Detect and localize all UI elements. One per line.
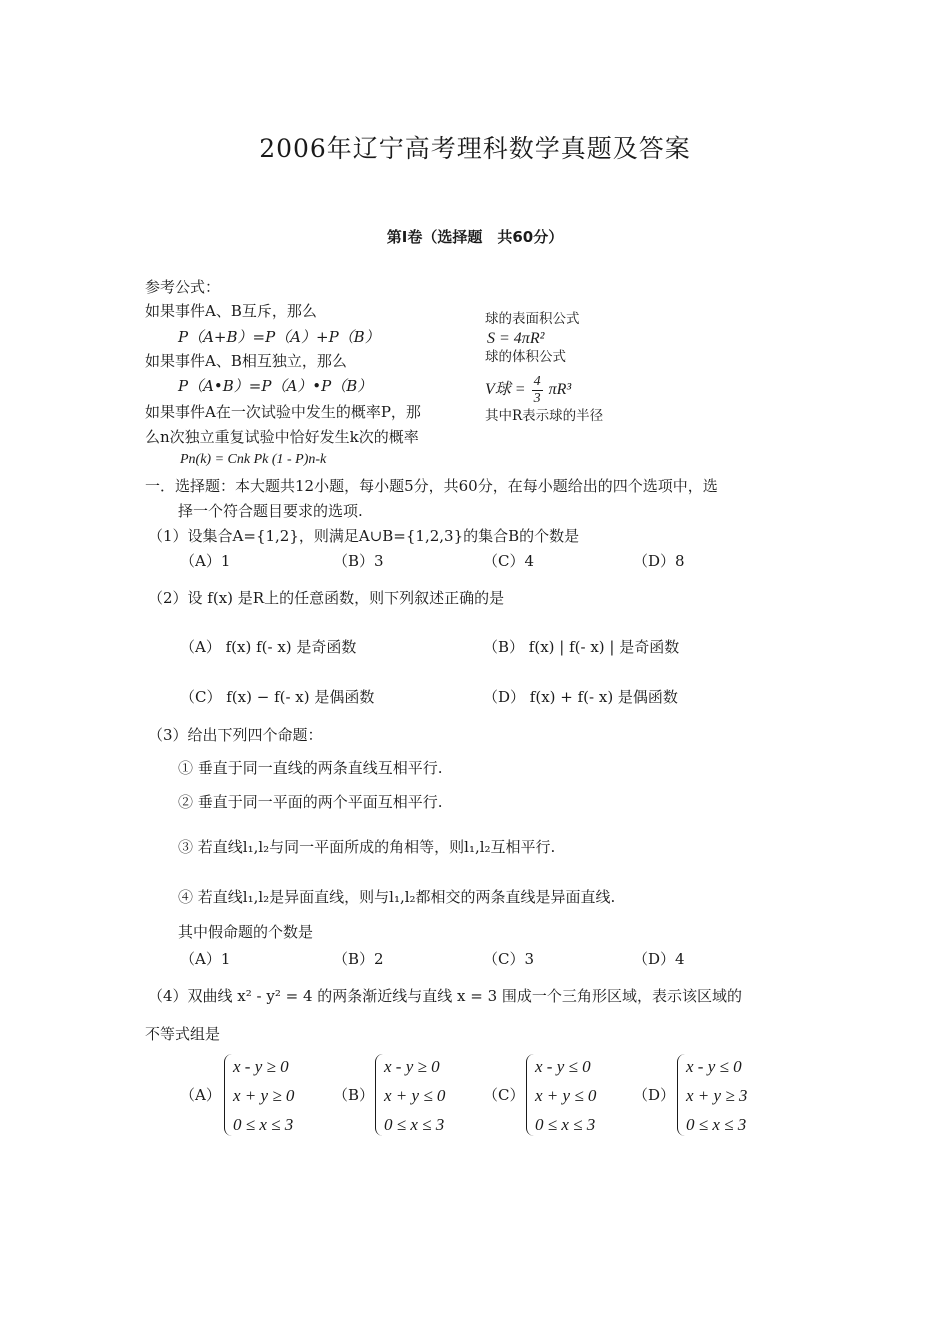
q3-prop-4: ④ 若直线l₁,l₂是异面直线，则与l₁,l₂都相交的两条直线是异面直线. <box>178 888 616 906</box>
fraction-numerator: 4 <box>533 373 541 389</box>
sphere-note: 其中R表示球的半径 <box>485 408 604 424</box>
inequality: x - y ≥ 0 <box>384 1057 440 1076</box>
q3-option-c: （C）3 <box>483 950 535 968</box>
inequality: 0 ≤ x ≤ 3 <box>384 1115 445 1134</box>
q2-stem: （2）设 f(x) 是R上的任意函数，则下列叙述正确的是 <box>148 589 505 607</box>
formulas-heading: 参考公式： <box>145 278 221 296</box>
mutex-intro: 如果事件A、B互斥，那么 <box>145 302 317 320</box>
q3-option-a: （A）1 <box>180 950 231 968</box>
q4-stem-1: （4）双曲线 x² - y² = 4 的两条渐近线与直线 x = 3 围成一个三角形区域，表示该区域的 <box>148 987 742 1005</box>
sphere-volume-label: 球的体积公式 <box>485 349 566 365</box>
indep-intro: 如果事件A、B相互独立，那么 <box>145 352 347 370</box>
binom-intro-2: 么n次独立重复试验中恰好发生k次的概率 <box>145 428 419 446</box>
binom-intro-1: 如果事件A在一次试验中发生的概率P，那 <box>145 403 421 421</box>
q3-option-d: （D）4 <box>633 950 685 968</box>
q2-option-a: （A） f(x) f(- x) 是奇函数 <box>180 638 357 656</box>
inequality: x - y ≥ 0 <box>233 1057 289 1076</box>
sphere-area-formula: S = 4πR² <box>487 330 545 347</box>
q3-prop-2: ② 垂直于同一平面的两个平面互相平行. <box>178 793 443 811</box>
q1-option-c: （C）4 <box>483 552 535 570</box>
section-line-1: 一．选择题：本大题共12小题，每小题5分，共60分，在每小题给出的四个选项中，选 <box>145 477 718 495</box>
q4-option-d-label: （D） <box>633 1086 676 1104</box>
inequality: x + y ≤ 0 <box>384 1086 446 1105</box>
mutex-formula: P（A+B）=P（A）+P（B） <box>178 328 380 346</box>
indep-formula: P（A•B）=P（A）•P（B） <box>178 377 373 395</box>
q3-prop-1: ① 垂直于同一直线的两条直线互相平行. <box>178 759 443 777</box>
q3-option-b: （B）2 <box>333 950 384 968</box>
q1-stem: （1）设集合A={1,2}，则满足A∪B={1,2,3}的集合B的个数是 <box>148 527 580 545</box>
q3-stem: （3）给出下列四个命题： <box>148 726 323 744</box>
q4-option-a-system <box>233 1052 294 1139</box>
q4-stem-2: 不等式组是 <box>145 1025 221 1043</box>
inequality: x + y ≤ 0 <box>535 1086 597 1105</box>
q4-option-b-label: （B） <box>333 1086 375 1104</box>
inequality: 0 ≤ x ≤ 3 <box>233 1115 294 1134</box>
section-line-2: 择一个符合题目要求的选项. <box>178 502 363 520</box>
q2-option-c: （C） f(x) − f(- x) 是偶函数 <box>180 688 375 706</box>
inequality: 0 ≤ x ≤ 3 <box>535 1115 596 1134</box>
inequality: x + y ≥ 3 <box>686 1086 748 1105</box>
sphere-area-label: 球的表面积公式 <box>485 311 580 327</box>
q4-option-a-label: （A） <box>180 1086 221 1104</box>
q3-prop-3: ③ 若直线l₁,l₂与同一平面所成的角相等，则l₁,l₂互相平行. <box>178 838 556 856</box>
q4-option-c-system <box>535 1052 596 1139</box>
fraction-denominator: 3 <box>533 390 541 406</box>
q4-option-c-label: （C） <box>483 1086 525 1104</box>
sphere-volume-formula <box>485 370 571 410</box>
inequality: x + y ≥ 0 <box>233 1086 295 1105</box>
page-title: 2006年辽宁高考理科数学真题及答案 <box>259 134 691 163</box>
inequality: 0 ≤ x ≤ 3 <box>686 1115 747 1134</box>
q1-option-d: （D）8 <box>633 552 685 570</box>
q4-option-d-system <box>686 1052 747 1139</box>
inequality: x - y ≤ 0 <box>686 1057 742 1076</box>
sphere-volume-fraction <box>532 374 543 407</box>
sphere-volume-rhs: πR³ <box>548 381 572 398</box>
sphere-volume-lhs: V球 = <box>485 381 526 398</box>
inequality: x - y ≤ 0 <box>535 1057 591 1076</box>
q3-ask: 其中假命题的个数是 <box>178 923 314 941</box>
section-subtitle: 第I卷（选择题 共60分） <box>386 228 564 246</box>
q1-option-a: （A）1 <box>180 552 231 570</box>
q2-option-d: （D） f(x) + f(- x) 是偶函数 <box>483 688 678 706</box>
q4-option-b-system <box>384 1052 445 1139</box>
q2-option-b: （B） f(x) | f(- x) | 是奇函数 <box>483 638 680 656</box>
binom-formula: Pn(k) = Cnk Pk (1 - P)n-k <box>180 452 327 467</box>
q1-option-b: （B）3 <box>333 552 384 570</box>
